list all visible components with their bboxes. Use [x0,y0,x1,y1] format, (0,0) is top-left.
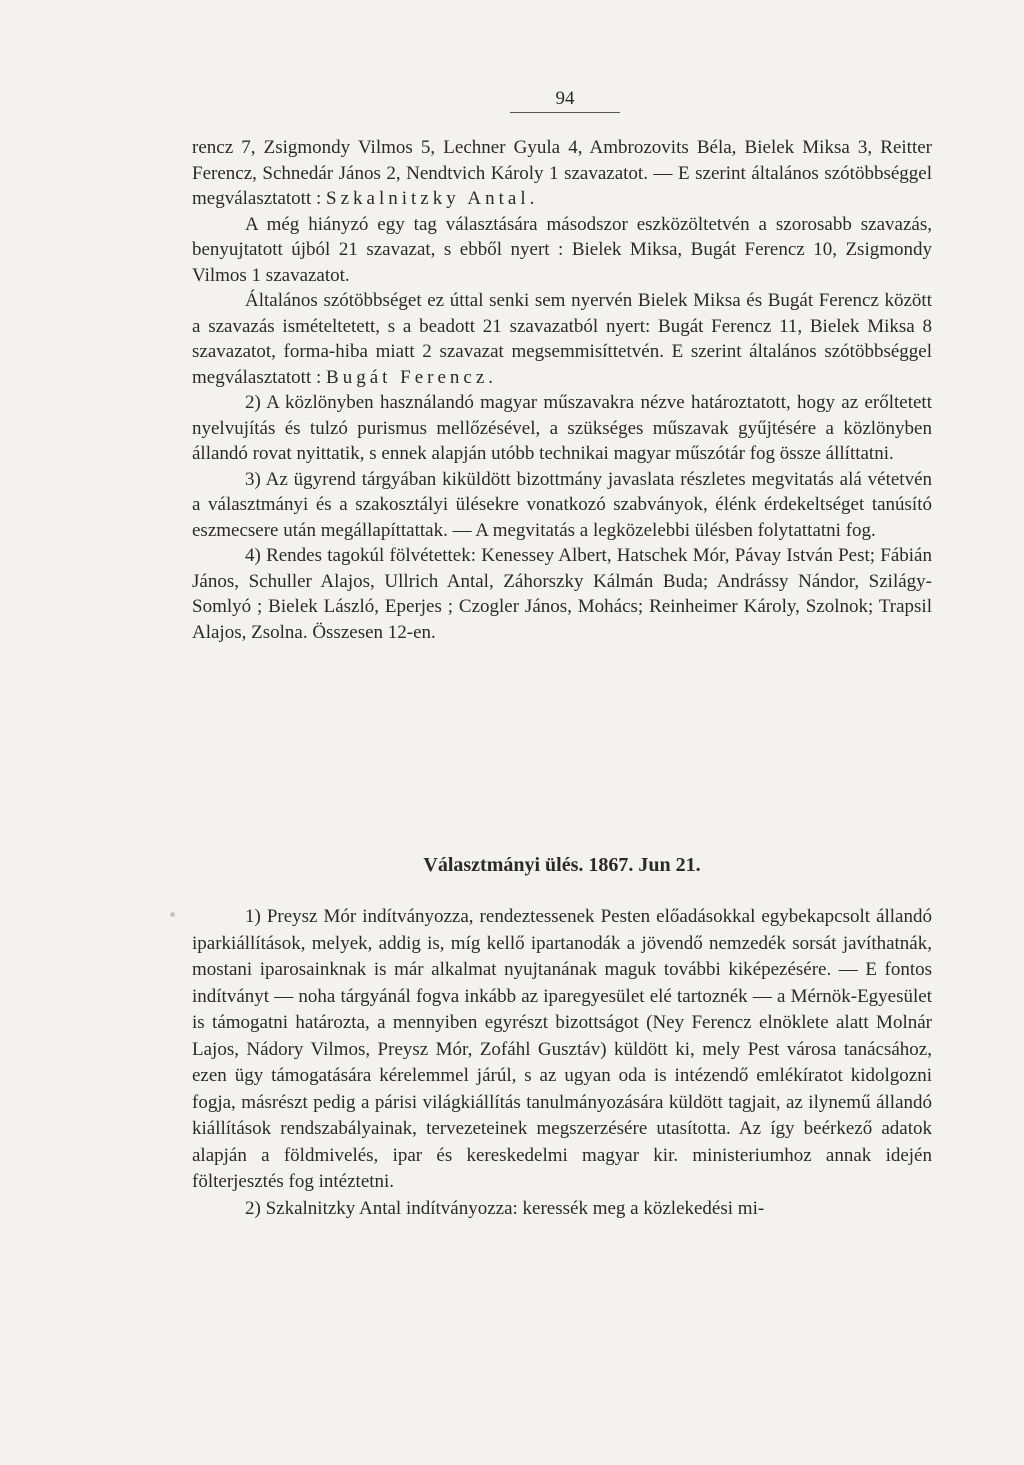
paragraph-continuation: rencz 7, Zsigmondy Vilmos 5, Lechner Gyula 4, Ambrozovits Béla, Bielek Miksa 3, Reitter Ferencz, Schnedár János 2, Nendtvich Károly 1 szavazatot. — E szerint általános szótöbbséggel megválasztatott : Szkalnitzky Antal. [192,137,932,209]
paragraph-motion-1: 1) Preysz Mór indítványozza, rendeztessenek Pesten előadásokkal egybekapcsolt állandó iparkiállítások, melyek, addig is, míg kellő ipartanodák a jövendő nemzedék sorsát javíthatnák, mostani iparosainknak is már alkalmat nyujtanának maguk további kiképezésére. — E fontos indítványt — noha tárgyánál fogva inkább az iparegyesület elé tartoznék — a Mérnök-Egyesület is támogatni határozta, a mennyiben egyrészt bizottságot (Ney Ferencz elnöklete alatt Molnár Lajos, Nádory Vilmos, Preysz Mór, Zofáhl Gusztáv) küldött ki, mely Pest városa tanácsához, ezen ügy támogatására kérelemmel járúl, s az ugyan oda is intézendő emlékíratot kidolgozni fogja, másrészt pedig a párisi világkiállítás tanulmányozására küldött tagjait, az ilynemű állandó kiállítások rendszabályainak, tervezeteinek megszerzésére utasította. Az így beérkező adatok alapján a földmivelés, ipar és kereskedelmi magyar kir. ministeriumhoz annak idején fölterjesztés fog intéztetni. [192,906,932,1192]
paragraph-repeat-ballot: Általános szótöbbséget ez úttal senki sem nyervén Bielek Miksa és Bugát Ferencz között a szavazás ismételtetett, s a beadott 21 szavazatból nyert: Bugát Ferencz 11, Bielek Miksa 8 szavazatot, forma-hiba miatt 2 szavazat megsemmisíttetvén. E szerint általános szótöbbséggel megválasztatott : Bugát Ferencz. [192,290,932,388]
elected-name: Bugát Ferencz [326,366,489,388]
body-text-top [192,135,932,645]
margin-mark [170,912,175,917]
elected-name: Szkalnitzky Antal [326,188,530,209]
page-number: 94 [510,88,620,113]
body-text-bottom [192,904,932,1222]
paragraph-second-ballot: A még hiányzó egy tag választására másodszor eszközöltetvén a szorosabb szavazás, benyujtatott újból 21 szavazat, s ebből nyert : Bielek Miksa, Bugát Ferencz 10, Zsigmondy Vilmos 1 szavazatot. [192,213,932,286]
paragraph-item-3: 3) Az ügyrend tárgyában kiküldött bizottmány javaslata részletes megvitatás alá vétetvén a választmányi és a szakosztályi ülésekre vonatkozó szabványok, élénk érdekeltséget tanúsító eszmecsere után megállapíttattak. — A megvitatás a legközelebbi ülésben folytattatni fog. [192,468,932,541]
paragraph-item-2: 2) A közlönyben használandó magyar műszavakra nézve határoztatott, hogy az erőltetett nyelvujítás és tulzó purismus mellőzésével, a szükséges műszavak gyűjtésére a közlönyben állandó rovat nyittatik, s ennek alapján utóbb technikai magyar műszótár fog össze állíttatni. [192,392,932,464]
section-title: Választmányi ülés. 1867. Jun 21. [423,854,701,876]
paragraph-motion-2: 2) Szkalnitzky Antal indítványozza: keressék meg a közlekedési mi- [245,1197,765,1219]
paragraph-item-4: 4) Rendes tagokúl fölvétettek: Kenessey Albert, Hatschek Mór, Pávay István Pest; Fábián János, Schuller Alajos, Ullrich Antal, Záhorszky Kálmán Buda; Andrássy Nándor, Szilágy-Somlyó ; Bielek László, Eperjes ; Czogler János, Mohács; Reinheimer Károly, Szolnok; Trapsil Alajos, Zsolna. Összesen 12-en. [192,545,932,643]
